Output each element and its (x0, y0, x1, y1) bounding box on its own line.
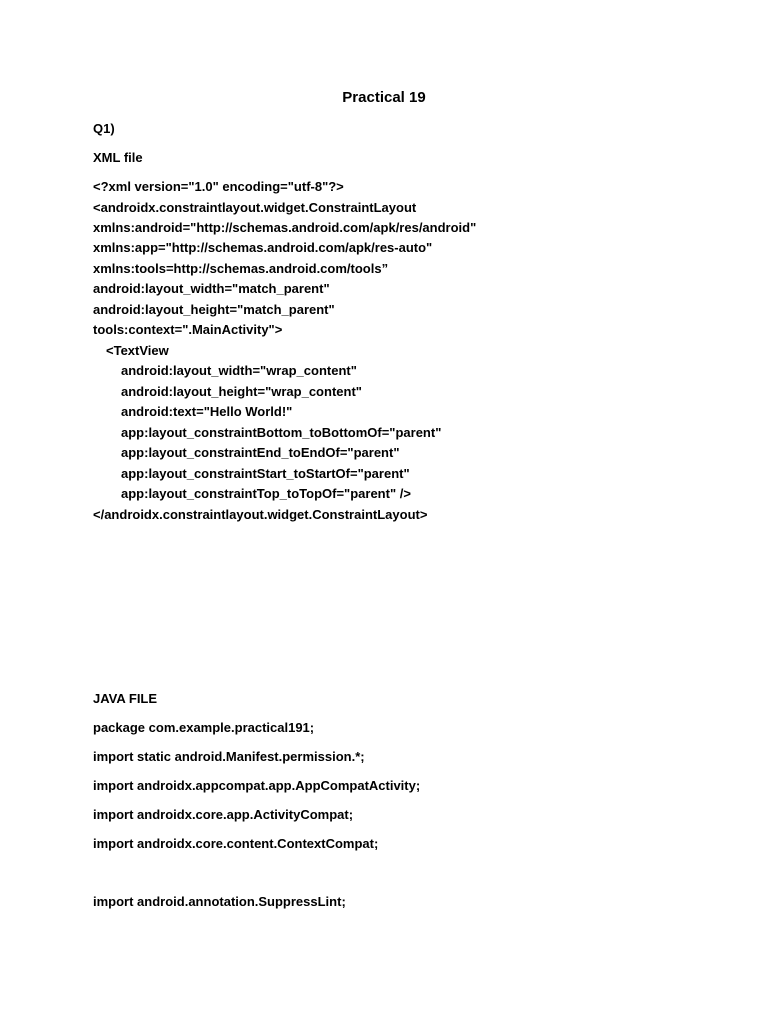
xml-line: xmlns:app="http://schemas.android.com/apk/res-auto" (93, 240, 433, 255)
xml-line: android:layout_height="match_parent" (93, 302, 335, 317)
xml-line: tools:context=".MainActivity"> (93, 322, 283, 337)
xml-line: android:text="Hello World!" (121, 404, 293, 419)
xml-line: <TextView (106, 343, 169, 358)
xml-line: <androidx.constraintlayout.widget.ConstraintLayout (93, 200, 417, 215)
xml-line: android:layout_width="match_parent" (93, 281, 330, 296)
xml-line: android:layout_width="wrap_content" (121, 363, 357, 378)
xml-line: app:layout_constraintBottom_toBottomOf="parent" (121, 425, 442, 440)
question-label: Q1) (93, 121, 115, 136)
xml-line: xmlns:android="http://schemas.android.com/apk/res/android" (93, 220, 477, 235)
xml-heading: XML file (93, 150, 143, 165)
java-line: import androidx.core.content.ContextCompat; (93, 836, 379, 851)
xml-line: app:layout_constraintStart_toStartOf="parent" (121, 466, 410, 481)
java-heading: JAVA FILE (93, 691, 158, 706)
java-line: package com.example.practical191; (93, 720, 315, 735)
xml-line: xmlns:tools=http://schemas.android.com/tools” (93, 261, 389, 276)
java-line: import android.annotation.SuppressLint; (93, 894, 346, 909)
xml-line: android:layout_height="wrap_content" (121, 384, 362, 399)
xml-line: app:layout_constraintEnd_toEndOf="parent" (121, 445, 400, 460)
xml-line: app:layout_constraintTop_toTopOf="parent" /> (121, 486, 411, 501)
java-line: import static android.Manifest.permission.*; (93, 749, 365, 764)
xml-line: <?xml version="1.0" encoding="utf-8"?> (93, 179, 344, 194)
xml-line: </androidx.constraintlayout.widget.ConstraintLayout> (93, 507, 428, 522)
java-line: import androidx.core.app.ActivityCompat; (93, 807, 354, 822)
java-line: import androidx.appcompat.app.AppCompatActivity; (93, 778, 421, 793)
page-title: Practical 19 (342, 89, 426, 106)
